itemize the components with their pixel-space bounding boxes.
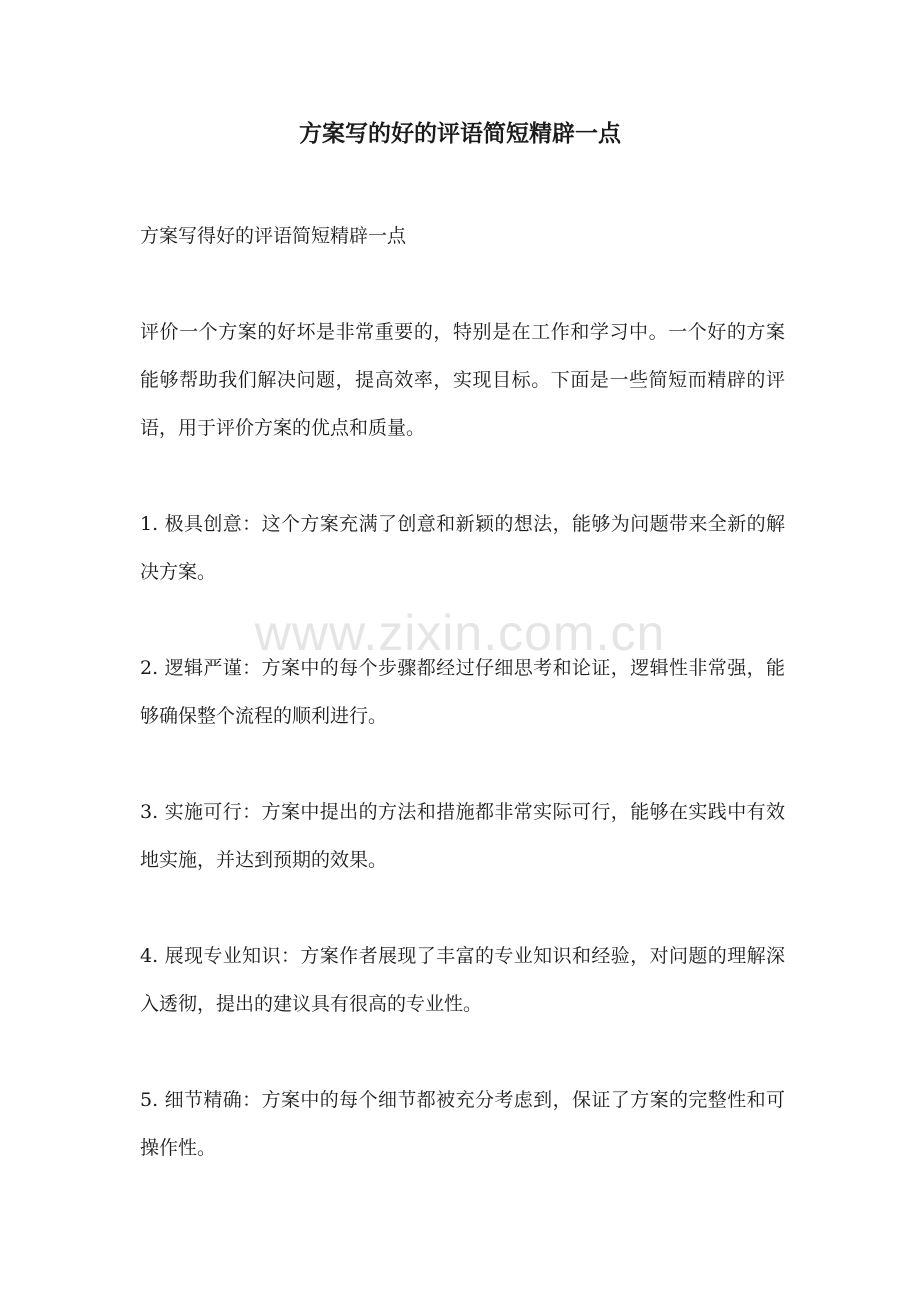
document-subtitle: 方案写得好的评语简短精辟一点 — [140, 225, 407, 247]
intro-paragraph: 评价一个方案的好坏是非常重要的，特别是在工作和学习中。一个好的方案能够帮助我们解决问题，提高效率，实现目标。下面是一些简短而精辟的评语，用于评价方案的优点和质量。 — [140, 321, 785, 439]
watermark: www.zixin.com.cn — [254, 605, 666, 661]
document-body — [140, 212, 785, 1220]
list-item: 2. 逻辑严谨：方案中的每个步骤都经过仔细思考和论证，逻辑性非常强，能够确保整个流程的顺利进行。 — [140, 657, 785, 727]
document-title: 方案写的好的评语简短精辟一点 — [299, 120, 621, 147]
list-item: 5. 细节精确：方案中的每个细节都被充分考虑到，保证了方案的完整性和可操作性。 — [140, 1089, 785, 1159]
list-item: 1. 极具创意：这个方案充满了创意和新颖的想法，能够为问题带来全新的解决方案。 — [140, 513, 785, 583]
list-item: 4. 展现专业知识：方案作者展现了丰富的专业知识和经验，对问题的理解深入透彻，提出的建议具有很高的专业性。 — [140, 945, 785, 1015]
list-item: 3. 实施可行：方案中提出的方法和措施都非常实际可行，能够在实践中有效地实施，并达到预期的效果。 — [140, 801, 785, 871]
